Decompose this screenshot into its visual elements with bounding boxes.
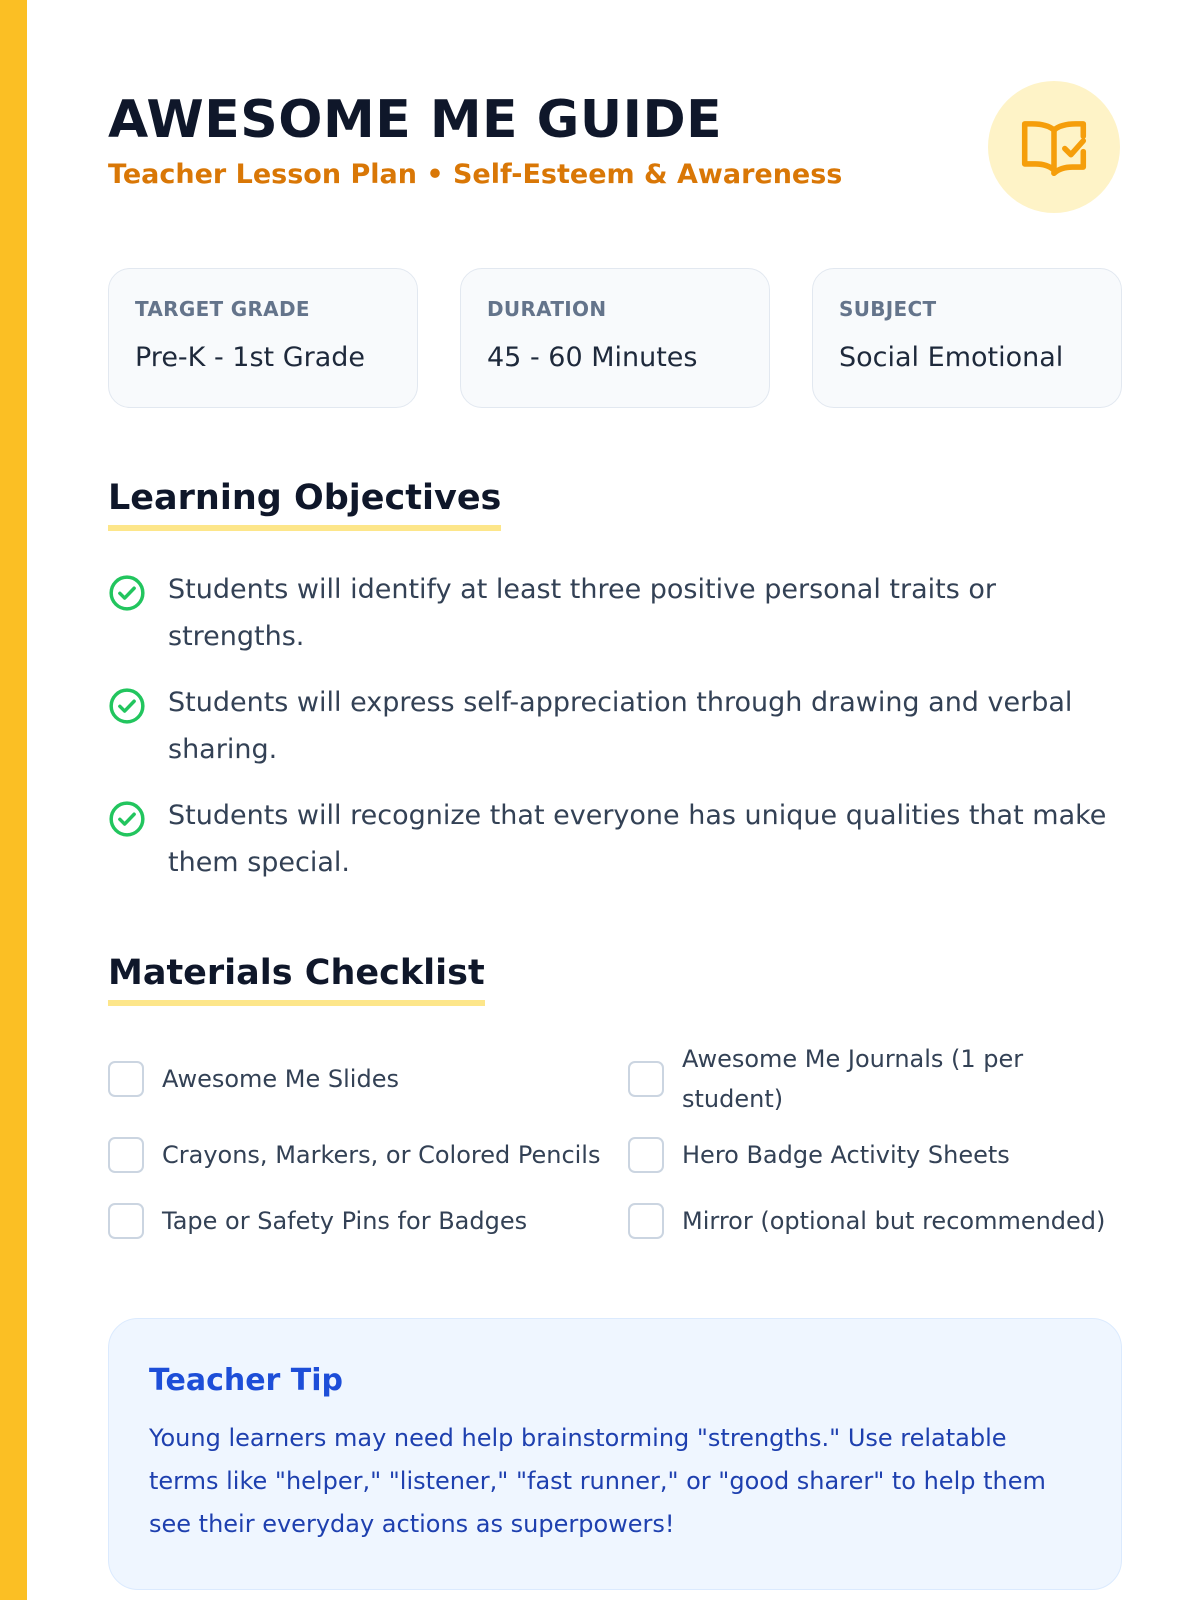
checkbox[interactable] [628, 1137, 664, 1173]
material-label: Awesome Me Journals (1 per student) [682, 1045, 1024, 1113]
subject-card [812, 268, 1122, 408]
material-item[interactable] [628, 1036, 1122, 1122]
tip-text: Young learners may need help brainstorming "strengths." Use relatable terms like "helper," "listener," "fast runner," or "good sharer" to help them see their everyday actions as superpowers! [149, 1424, 1046, 1538]
objective-text: Students will identify at least three positive personal traits or strengths. [168, 574, 997, 652]
materials-checklist [108, 1036, 1122, 1254]
accent-bar [0, 0, 27, 1600]
info-value: 45 - 60 Minutes [487, 342, 698, 373]
info-value: Social Emotional [839, 342, 1064, 373]
material-label: Tape or Safety Pins for Badges [162, 1207, 528, 1235]
material-label: Mirror (optional but recommended) [682, 1207, 1106, 1235]
material-label: Crayons, Markers, or Colored Pencils [162, 1141, 601, 1169]
material-item[interactable] [108, 1036, 628, 1122]
teacher-tip [108, 1318, 1122, 1590]
check-circle-icon [108, 800, 146, 838]
checkbox[interactable] [628, 1061, 664, 1097]
material-item[interactable] [108, 1122, 628, 1188]
info-label: SUBJECT [839, 297, 937, 321]
materials-heading: Materials Checklist [108, 952, 485, 1006]
checkbox[interactable] [108, 1061, 144, 1097]
book-check-icon [988, 81, 1120, 213]
list-item [108, 679, 1122, 773]
material-item[interactable] [108, 1188, 628, 1254]
target-grade-card [108, 268, 418, 408]
check-circle-icon [108, 574, 146, 612]
material-item[interactable] [628, 1122, 1122, 1188]
material-label: Hero Badge Activity Sheets [682, 1141, 1010, 1169]
material-label: Awesome Me Slides [162, 1065, 399, 1093]
info-cards [108, 268, 1122, 408]
objective-text: Students will express self-appreciation through drawing and verbal sharing. [168, 687, 1073, 765]
page-subtitle: Teacher Lesson Plan • Self-Esteem & Awareness [108, 159, 843, 190]
material-item[interactable] [628, 1188, 1122, 1254]
info-value: Pre-K - 1st Grade [135, 342, 366, 373]
objectives-list [108, 566, 1122, 905]
tip-title: Teacher Tip [149, 1363, 344, 1398]
checkbox[interactable] [108, 1137, 144, 1173]
objective-text: Students will recognize that everyone has unique qualities that make them special. [168, 800, 1107, 878]
page-title: AWESOME ME GUIDE [108, 90, 723, 150]
list-item [108, 566, 1122, 660]
checkbox[interactable] [108, 1203, 144, 1239]
info-label: TARGET GRADE [135, 297, 310, 321]
list-item [108, 792, 1122, 886]
duration-card [460, 268, 770, 408]
header [108, 92, 908, 192]
info-label: DURATION [487, 297, 607, 321]
objectives-heading: Learning Objectives [108, 477, 501, 531]
check-circle-icon [108, 687, 146, 725]
checkbox[interactable] [628, 1203, 664, 1239]
